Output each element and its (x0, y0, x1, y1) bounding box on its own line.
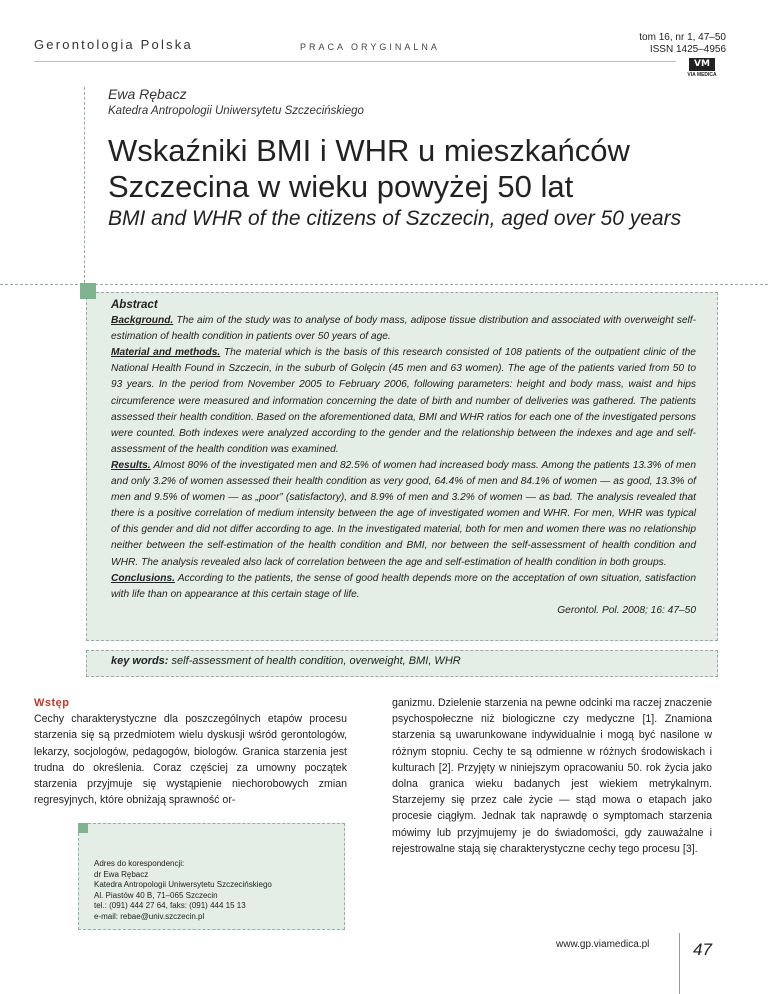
author-affiliation: Katedra Antropologii Uniwersytetu Szczecińskiego (108, 105, 364, 117)
logo-mark: VM (689, 58, 715, 71)
results-label: Results. (111, 459, 151, 471)
body-right-column: ganizmu. Dzielenie starzenia na pewne odcinki ma raczej znaczenie psychospołeczne niż biologiczne czy medyczne [1]. Znamiona starzenia są uwarunkowane indywidualnie i mogą być nasilone w różnym stopniu. Cechy te są odmienne w różnych środowiskach i kulturach [2]. Przyjęty w niniejszym opracowaniu 50. rok życia jako dolna granica wieku badanych jest wiekiem metrykalnym. Starzejemy się przez całe życie — stąd mowa o etapach jako procesie ciągłym. Jednak tak naprawdę o symptomach starzenia mówimy lub przyjmujemy je do świadomości, gdy zauważalne i rejestrowalne stają się charakterystyczne cechy tego procesu [3]. (392, 697, 712, 855)
article-title: Wskaźniki BMI i WHR u mieszkańców Szczecina w wieku powyżej 50 lat (108, 133, 630, 204)
margin-dashed-line (84, 87, 85, 283)
conclusions-text: According to the patients, the sense of good health depends more on the acceptation of own situation, satisfaction with life than on appearance at this certain stage of life. (111, 572, 696, 600)
intro-heading: Wstęp (34, 697, 70, 709)
background-label: Background. (111, 315, 174, 327)
correspondence-email: e-mail: rebae@univ.szczecin.pl (94, 911, 205, 921)
intro-text: Cechy charakterystyczne dla poszczególnych etapów procesu starzenia się są przedmiotem wielu dyskusji wśród gerontologów, lekarzy, socjologów, pedagogów, biologów. Granica starzenia jest trudna do określenia. Coraz częściej za umowny początek starzenia przyjmuje się wystąpienie niechorobowych zmian regresyjnych, które obniżają sprawność or- (34, 713, 347, 807)
body-left-column (34, 695, 347, 808)
keywords (111, 655, 461, 667)
correspondence-institution: Katedra Antropologii Uniwersytetu Szczecińskiego (94, 880, 272, 889)
abstract-methods (111, 345, 696, 458)
author-name: Ewa Rębacz (108, 86, 187, 102)
keywords-label: key words: (111, 655, 169, 667)
issn: ISSN 1425–4956 (649, 44, 726, 55)
keywords-text: self-assessment of health condition, overweight, BMI, WHR (171, 655, 461, 667)
publisher-logo (682, 58, 722, 78)
abstract-heading: Abstract (111, 299, 158, 311)
abstract-background (111, 313, 696, 345)
abstract-box (86, 292, 718, 641)
correspondence-name: dr Ewa Rębacz (94, 869, 149, 879)
footer-divider (679, 933, 680, 994)
abstract-content (111, 297, 696, 619)
page-number: 47 (693, 940, 712, 959)
methods-text: The material which is the basis of this research consisted of 108 patients of the outpatient clinic of the National Health Found in Szczecin, in the suburb of Golęcin (45 men and 63 women). The age of the patients varied from 50 to 93 years. In the period from November 2005 to February 2006, following parameters: height and body mass, waist and hips circumference were measured and information concerning the date of birth and number of deliveries was gathered. The patients assessed their health condition. Based on the aforementioned data, BMI and WHR ratios for each one of the investigated persons were counted. Both indexes were analyzed according to the gender and the relationship between the indexes and age and self-assessment of the health condition was examined. (111, 347, 696, 455)
abstract-marker (80, 283, 96, 299)
abstract-conclusions (111, 571, 696, 603)
section-dashed-line (0, 284, 768, 285)
methods-label: Material and methods. (111, 347, 221, 359)
correspondence-marker (78, 823, 88, 833)
correspondence-address: Al. Piastów 40 B, 71–065 Szczecin (94, 890, 218, 900)
correspondence-phone: tel.: (091) 444 27 64, faks: (091) 444 15 13 (94, 901, 246, 910)
journal-name: Gerontologia Polska (34, 37, 193, 52)
conclusions-label: Conclusions. (111, 572, 175, 584)
keywords-box (86, 650, 718, 677)
issue-volume: tom 16, nr 1, 47–50 (639, 32, 726, 43)
results-text: Almost 80% of the investigated men and 82.5% of women had increased body mass. Among the patients 13.3% of men and only 3.2% of women assessed their health condition as very good, 64.4% of men and 84.1% of women — as good, 13.3% of men and 9.5% of women — as „poor” (satisfactory), and 8.9% of men and 3.2% of women — as bad. The analysis revealed that there is a positive correlation of medium intensity between the age of investigated women and WHR. For men, WHR was typical of this gender and did not differ according to age. In the investigated material, both for men and women there was no relationship neither between the self-estimation of the health condition and BMI, nor between the self-assessment of health condition and WHR. The analysis revealed also lack of correlation between the age and self-estimation of health condition in both groups. (111, 459, 697, 568)
journal-url: www.gp.viamedica.pl (556, 939, 650, 950)
correspondence-box (78, 823, 345, 930)
citation: Gerontol. Pol. 2008; 16: 47–50 (557, 604, 696, 616)
header-rule (34, 61, 676, 62)
issue-info (639, 32, 726, 56)
background-text: The aim of the study was to analyse of body mass, adipose tissue distribution and associated with overweight self-estimation of health condition in patients over 50 years of age. (111, 315, 696, 343)
correspondence-text (94, 859, 272, 922)
correspondence-label: Adres do korespondencji: (94, 859, 185, 868)
article-subtitle: BMI and WHR of the citizens of Szczecin, aged over 50 years (108, 207, 682, 230)
section-label: PRACA ORYGINALNA (300, 42, 440, 52)
logo-text: VIA MEDICA (687, 72, 717, 78)
abstract-results (111, 458, 696, 571)
